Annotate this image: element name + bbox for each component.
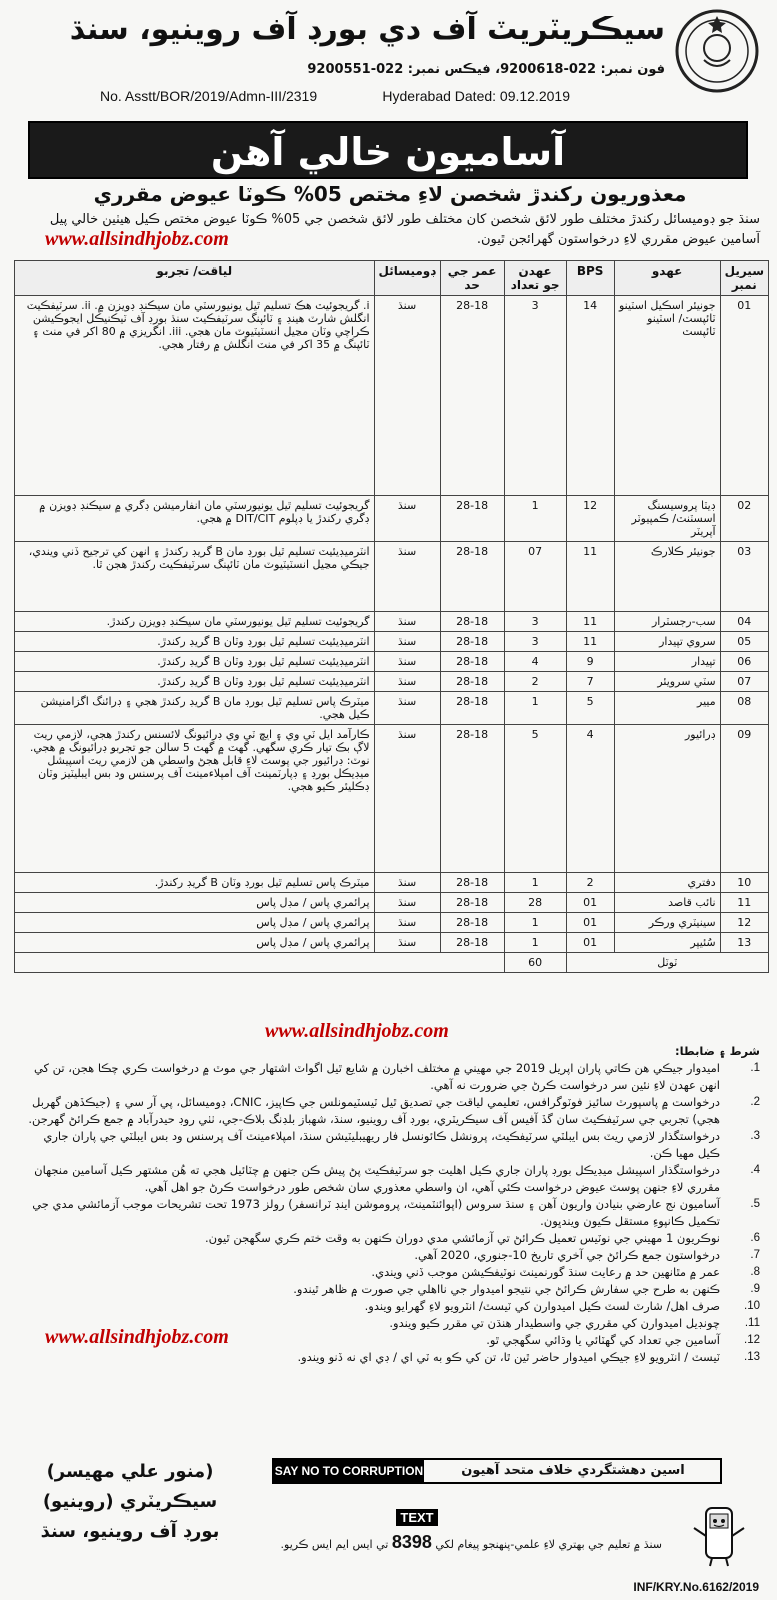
term-number: 13. <box>744 1351 760 1363</box>
col-count: عهدن جو تعداد <box>504 261 566 296</box>
row-qualification: انٽرميڊيئيٽ تسليم ٿيل بورڊ وٽان B گريڊ رکندڙ. <box>15 652 375 672</box>
say-no-to-corruption: SAY NO TO CORRUPTION <box>274 1460 424 1482</box>
term-number: 9. <box>750 1283 760 1295</box>
row-bps: 5 <box>566 692 614 725</box>
row-domicile: سنڌ <box>374 913 440 933</box>
col-bps: BPS <box>566 261 614 296</box>
mobile-phone-mascot-icon <box>684 1500 754 1570</box>
table-row <box>15 692 769 725</box>
term-item <box>20 1264 760 1281</box>
row-qualification: انٽرميڊيئيٽ تسليم ٿيل بورڊ وٽان B گريڊ رکندڙ. <box>15 632 375 652</box>
row-age: 28-18 <box>440 612 504 632</box>
term-item <box>20 1349 760 1366</box>
anti-corruption-strip <box>272 1458 722 1484</box>
term-text: ٽيسٽ / انٽرويو لاءِ جيڪي اميدوار حاضر ٿين ٿا، تن کي ڪو به ٽي اي / ڊي اي نه ڏنو ويندو. <box>297 1350 720 1364</box>
table-row <box>15 542 769 612</box>
row-qualification: پرائمري پاس / مڊل پاس <box>15 913 375 933</box>
row-bps: 2 <box>566 873 614 893</box>
row-age: 28-18 <box>440 652 504 672</box>
signature-block <box>30 1457 230 1547</box>
row-age: 28-18 <box>440 873 504 893</box>
row-count: 3 <box>504 632 566 652</box>
anti-terror-slogan: اسين دهشتگردي خلاف متحد آهيون <box>461 1463 685 1478</box>
term-text: آساميون نج عارضي بنيادن واريون آهن ۽ سنڌ سروس (اپوائنٽمينٽ، پروموشن اينڊ ٽرانسفر) رولز 1973 تحت تشريحات موجب آزمائشي مدي جي تڪميل ڪانپوءِ مستقل ڪيون ويندڀون. <box>32 1197 720 1228</box>
total-value: 60 <box>504 953 566 973</box>
sms-text: سنڌ ۾ تعليم جي بهتري لاءِ علمي-پنهنجو پيغام لکي <box>435 1538 662 1551</box>
table-row <box>15 296 769 496</box>
contact-numbers: فون نمبر: 022-9200618، فيڪس نمبر: 022-9200551 <box>307 62 665 77</box>
term-item <box>20 1128 760 1162</box>
row-post: نائب قاصد <box>614 893 720 913</box>
row-serial: 03 <box>720 542 768 612</box>
term-number: 6. <box>750 1232 760 1244</box>
term-item <box>20 1230 760 1247</box>
row-serial: 02 <box>720 496 768 542</box>
term-number: 4. <box>750 1164 760 1176</box>
term-item <box>20 1060 760 1094</box>
letter-number: No. Asstt/BOR/2019/Admn-III/2319 <box>100 88 318 104</box>
term-text: درخواستگذار اسپيشل ميڊيڪل بورڊ پاران جاري ڪيل اهليت جو سرٽيفڪيٽ پڻ پيش ڪن جنهن ۾ چٽائيل هجي ته هُن مشتهر ڪيل آسامين منجهان مقرري لاءِ جنهن پوسٽ عيوض درخواست ڪئي آهي، ان واسطي معذوري سان شخص طور درخواست ڪرڻ جو اهل آهي. <box>34 1163 720 1194</box>
term-number: 10. <box>744 1300 760 1312</box>
row-age: 28-18 <box>440 296 504 496</box>
row-qualification: انٽرميڊيئيٽ تسليم ٿيل بورڊ وٽان B گريڊ رکندڙ. <box>15 672 375 692</box>
col-qualification: لياقت/ تجربو <box>15 261 375 296</box>
row-count: 1 <box>504 496 566 542</box>
row-domicile: سنڌ <box>374 692 440 725</box>
table-row <box>15 873 769 893</box>
row-qualification: گريجوئيٽ تسليم ٿيل يونيورسٽي مان انفارميشن ڊگري ۾ سيڪنڊ ڊويزن ۾ ڊگري رکندڙ يا ڊپلوم DIT/CIT ۾ هجي. <box>15 496 375 542</box>
row-domicile: سنڌ <box>374 893 440 913</box>
row-qualification: انٽرميڊيئيٽ تسليم ٿيل بورڊ مان B گريڊ رکندڙ ۽ انهن کي ترجيح ڏني ويندي، جيڪي مڃيل انسٽيٽيوٽ مان ٽائپنگ سرٽيفڪيٽ رکندڙ هجن ٿا. <box>15 542 375 612</box>
term-number: 8. <box>750 1266 760 1278</box>
term-item <box>20 1094 760 1128</box>
row-bps: 4 <box>566 725 614 873</box>
row-age: 28-18 <box>440 542 504 612</box>
row-bps: 12 <box>566 496 614 542</box>
row-qualification: گريجوئيٽ تسليم ٿيل يونيورسٽي مان سيڪنڊ ڊويزن رکندڙ. <box>15 612 375 632</box>
row-serial: 12 <box>720 913 768 933</box>
row-age: 28-18 <box>440 893 504 913</box>
row-domicile: سنڌ <box>374 542 440 612</box>
row-age: 28-18 <box>440 496 504 542</box>
term-text: صرف اهل/ شارٽ لسٽ ڪيل اميدوارن کي ٽيسٽ/ انٽرويو لاءِ گهرايو ويندو. <box>364 1299 720 1313</box>
term-text: اميدوار جيڪي هن ڪاتي پاران اپريل 2019 جي مهيني ۾ مختلف اخبارن ۾ شايع ٿيل اگواٽ اشتهار جي موٽ ۾ درخواست ڪري چڪا هجن، تن کي انهن عهدن لاءِ نئين سر درخواست ڪرڻ جي ضرورت نه آهي. <box>33 1061 720 1092</box>
row-domicile: سنڌ <box>374 296 440 496</box>
row-count: 2 <box>504 672 566 692</box>
row-post: سُئيپر <box>614 933 720 953</box>
row-count: 5 <box>504 725 566 873</box>
organization-name-urdu: سيڪريٽريٽ آف دي بورڊ آف روينيو، سنڌ <box>69 12 665 47</box>
row-bps: 7 <box>566 672 614 692</box>
banner-title: آساميون خالي آهن <box>28 121 748 179</box>
term-text: درخواستگذار لازمي ريٽ بس ايبلٽي سرٽيفڪيٽ، پرونشل ڪائونسل فار ريهيبليٽيشن سنڌ، امپلاءمينٽ آف پرسنس ود بس ايبلٽي جي پاران جاري ڪيل مهيا ڪن. <box>43 1129 720 1160</box>
term-item <box>20 1247 760 1264</box>
watermark-url: www.allsindhjobz.com <box>45 1326 229 1348</box>
row-count: 3 <box>504 612 566 632</box>
row-serial: 11 <box>720 893 768 913</box>
term-text: چونڊيل اميدوارن کي مقرري جي واسطيدار هنڌن تي مقرر ڪيو ويندو. <box>389 1316 720 1330</box>
row-domicile: سنڌ <box>374 873 440 893</box>
row-post: جونيئر اسڪيل اسٽينو ٽائپسٽ/ اسٽينو ٽائپسٽ <box>614 296 720 496</box>
row-bps: 01 <box>566 893 614 913</box>
table-row <box>15 672 769 692</box>
term-item <box>20 1162 760 1196</box>
row-qualification: پرائمري پاس / مڊل پاس <box>15 893 375 913</box>
term-number: 2. <box>750 1096 760 1108</box>
row-bps: 11 <box>566 612 614 632</box>
row-count: 1 <box>504 873 566 893</box>
term-text: عمر ۾ مٿانهين حد ۾ رعايت سنڌ گورنمينٽ نوٽيفڪيشن موجب ڏني ويندي. <box>371 1265 720 1279</box>
sms-line <box>272 1532 662 1553</box>
row-count: 1 <box>504 913 566 933</box>
row-qualification: ڪارآمد ايل ٽي وي ۽ ايڇ ٽي وي ڊرائيونگ لائسنس رکندڙ هجي، لازمي ريٽ لاڳ بڪ تيار ڪري سگهي. گهٽ ۾ گهٽ 5 سالن جو تجربو ڊرائيونگ ۾ هجي. نوٽ: ڊرائيور جي پوسٽ لاءِ قابل هجڻ واسطي هن لازمي ريٽ اسپيشل ميڊيڪل بورڊ ۽ ڊپارٽمينٽ آف امپلاءمينٽ آف پرسنس ود بس ايبليٽيز وٽان ڊڪليئر ڪيو هجي. <box>15 725 375 873</box>
row-age: 28-18 <box>440 933 504 953</box>
row-count: 1 <box>504 692 566 725</box>
row-post: دفتري <box>614 873 720 893</box>
term-text: درخواستون جمع ڪرائڻ جي آخري تاريخ 10-جنوري، 2020 آهي. <box>414 1248 720 1262</box>
row-count: 3 <box>504 296 566 496</box>
term-item <box>20 1281 760 1298</box>
col-post: عهدو <box>614 261 720 296</box>
watermark-url: www.allsindhjobz.com <box>265 1020 449 1042</box>
sms-number: 8398 <box>391 1532 432 1552</box>
row-domicile: سنڌ <box>374 725 440 873</box>
row-post: ميير <box>614 692 720 725</box>
col-domicile: ڊوميسائل <box>374 261 440 296</box>
row-domicile: سنڌ <box>374 652 440 672</box>
row-count: 1 <box>504 933 566 953</box>
row-serial: 04 <box>720 612 768 632</box>
total-label: ٽوٽل <box>566 953 768 973</box>
row-domicile: سنڌ <box>374 496 440 542</box>
header <box>20 8 760 118</box>
row-qualification: پرائمري پاس / مڊل پاس <box>15 933 375 953</box>
row-count: 28 <box>504 893 566 913</box>
col-age: عمر جي حد <box>440 261 504 296</box>
term-item <box>20 1298 760 1315</box>
row-qualification: ميٽرڪ پاس تسليم ٿيل بورڊ وٽان B گريڊ رکندڙ. <box>15 873 375 893</box>
table-row <box>15 632 769 652</box>
terms-heading: شرط ۽ ضابطا: <box>674 1044 760 1058</box>
term-number: 7. <box>750 1249 760 1261</box>
row-domicile: سنڌ <box>374 933 440 953</box>
row-serial: 10 <box>720 873 768 893</box>
table-row <box>15 652 769 672</box>
row-serial: 06 <box>720 652 768 672</box>
term-number: 12. <box>744 1334 760 1346</box>
row-serial: 05 <box>720 632 768 652</box>
row-age: 28-18 <box>440 725 504 873</box>
row-bps: 14 <box>566 296 614 496</box>
vacancy-table <box>14 260 769 973</box>
row-count: 07 <box>504 542 566 612</box>
row-serial: 07 <box>720 672 768 692</box>
term-text: آسامين جي تعداد کي گهٽائي يا وڌائي سگهجي ٿو. <box>486 1333 720 1347</box>
signatory-org: بورڊ آف روينيو، سنڌ <box>40 1521 220 1542</box>
row-serial: 01 <box>720 296 768 496</box>
row-age: 28-18 <box>440 632 504 652</box>
letter-date: Hyderabad Dated: 09.12.2019 <box>382 88 570 104</box>
table-row <box>15 612 769 632</box>
term-number: 11. <box>744 1317 760 1329</box>
col-serial: سيريل نمبر <box>720 261 768 296</box>
row-serial: 09 <box>720 725 768 873</box>
row-domicile: سنڌ <box>374 612 440 632</box>
table-row <box>15 725 769 873</box>
total-row <box>15 953 769 973</box>
term-text: درخواست ۾ پاسپورٽ سائيز فوٽوگرافس، تعليمي لياقت جي تصديق ٿيل ٽيسٽيمونلس جي ڪاپيز، CNIC، ڊوميسائل، پي آر سي ۽ (جيڪڏهن گهربل هجي) تجربي جي سرٽيفڪيٽ سان گڏ آفيس آف سيڪريٽري، بورڊ آف روينيو، سنڌ، شهباز بلڊنگ بلاڪ-جي، ٺٺي روڊ حيدرآباد ۾ جمع ڪرائڻ گهرجن. <box>28 1095 720 1126</box>
signatory-name: (منور علي مهيسر) <box>46 1461 214 1482</box>
row-qualification: i. گريجوئيٽ هڪ تسليم ٿيل يونيورسٽي مان سيڪنڊ ڊويزن ۾. ii. سرٽيفڪيٽ انگلش شارٽ هينڊ ۽ ٽائپنگ سرٽيفڪيٽ سنڌ بورڊ آف ٽيڪنيڪل ايجوڪيشن ڪراچي وٽان مڃيل انسٽيٽيوٽ مان هجي. iii. انگريزي ۾ 80 اکر في منٽ ۽ ٽائپنگ ۾ 35 اکر في منٽ انگلش ۾ رفتار هجي. <box>15 296 375 496</box>
row-age: 28-18 <box>440 913 504 933</box>
intro-paragraph: سنڌ جو ڊوميسائل رکندڙ مختلف طور لائق شخصن کان مختلف طور لائق شخصن جي 05% ڪوٽا عيوض مختص ڪيل هيٺين خالي پيل آسامين عيوض مقرري لاءِ درخواستون گهرائجن ٿيون. <box>49 212 760 247</box>
row-domicile: سنڌ <box>374 632 440 652</box>
row-post: ڊيٽا پروسيسنگ اسسٽنٽ/ ڪمپيوٽر آپريٽر <box>614 496 720 542</box>
advert-subtitle: معذوريون رکندڙ شخصن لاءِ مختص 05% ڪوٽا عيوض مقرري <box>93 182 687 206</box>
row-serial: 13 <box>720 933 768 953</box>
terms-and-conditions <box>20 1043 760 1366</box>
term-number: 3. <box>750 1130 760 1142</box>
inf-number: INF/KRY.No.6162/2019 <box>633 1580 759 1594</box>
row-post: سينيٽري ورڪر <box>614 913 720 933</box>
term-number: 1. <box>750 1062 760 1074</box>
row-count: 4 <box>504 652 566 672</box>
term-item <box>20 1196 760 1230</box>
total-empty <box>15 953 505 973</box>
watermark-url: www.allsindhjobz.com <box>45 228 229 250</box>
sms-tail: تي ايس ايم ايس ڪريو. <box>280 1538 389 1551</box>
row-bps: 9 <box>566 652 614 672</box>
signatory-title: سيڪريٽري (روينيو) <box>42 1491 218 1512</box>
row-bps: 11 <box>566 542 614 612</box>
row-bps: 01 <box>566 913 614 933</box>
table-row <box>15 913 769 933</box>
table-header-row <box>15 261 769 296</box>
row-post: سروي تپيدار <box>614 632 720 652</box>
row-age: 28-18 <box>440 692 504 725</box>
row-post: تپيدار <box>614 652 720 672</box>
term-number: 5. <box>750 1198 760 1210</box>
row-post: ڊرائيور <box>614 725 720 873</box>
row-bps: 01 <box>566 933 614 953</box>
term-text: ڪنهن به طرح جي سفارش ڪرائڻ جي نتيجو اميدوار جي نااهلي جي صورت ۾ ظاهر ٿيندو. <box>293 1282 720 1296</box>
row-post: جونيئر ڪلارڪ <box>614 542 720 612</box>
row-domicile: سنڌ <box>374 672 440 692</box>
sindh-government-seal-icon <box>674 8 760 94</box>
row-bps: 11 <box>566 632 614 652</box>
table-row <box>15 933 769 953</box>
row-post: سٽي سرويئر <box>614 672 720 692</box>
term-text: نوڪريون 1 مهيني جي نوٽيس تعميل ڪرائڻ تي آزمائشي مدي دوران ڪنهن به وقت ختم ڪري سگهجن ٿيون. <box>204 1231 720 1245</box>
table-row <box>15 893 769 913</box>
row-qualification: ميٽرڪ پاس تسليم ٿيل بورڊ مان B گريڊ رکندڙ هجي ۽ ڊرائنگ اگزامنيشن ڪيل هجي. <box>15 692 375 725</box>
text-label: TEXT <box>372 1509 462 1529</box>
row-serial: 08 <box>720 692 768 725</box>
table-row <box>15 496 769 542</box>
row-age: 28-18 <box>440 672 504 692</box>
row-post: سب-رجسٽرار <box>614 612 720 632</box>
